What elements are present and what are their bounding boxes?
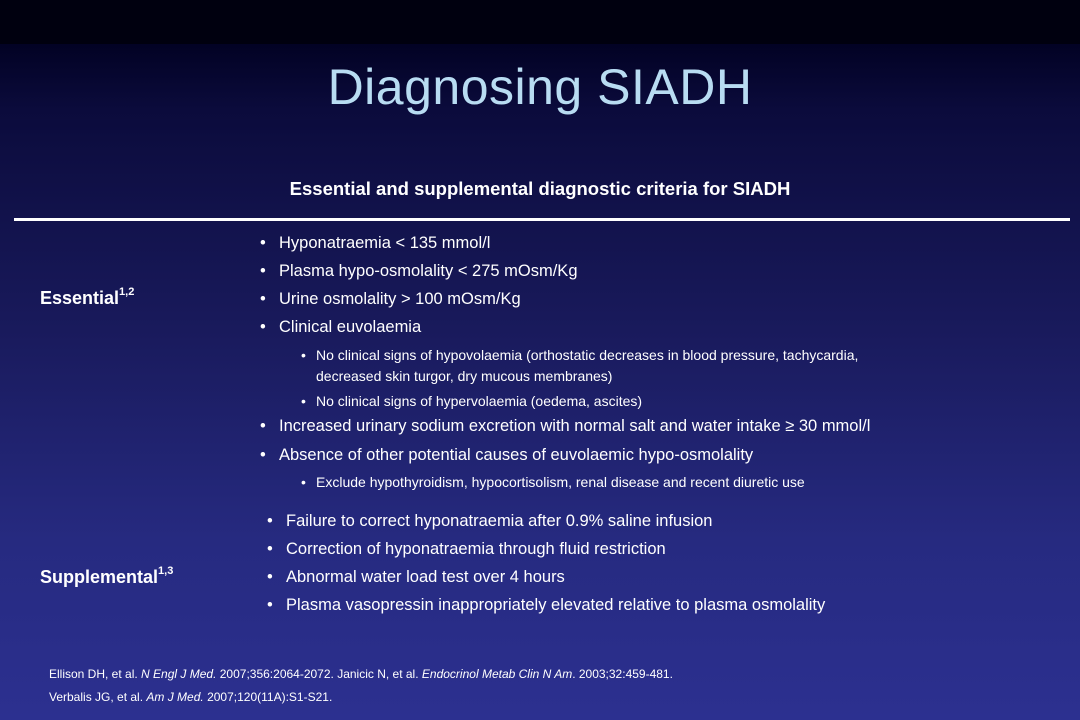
reference-line-2 (49, 690, 332, 704)
ref1-authors: Ellison DH, et al. (49, 667, 142, 681)
criterion-urinary-sodium-excretion: • Increased urinary sodium excretion with normal salt and water intake ≥ 30 mmol/l (279, 417, 870, 436)
criterion-water-load-test: • Abnormal water load test over 4 hours (286, 568, 565, 587)
ref3-details: 2007;120(11A):S1-S21. (203, 690, 333, 704)
criterion-hyponatraemia: • Hyponatraemia < 135 mmol/l (279, 234, 490, 253)
table-heading: Essential and supplemental diagnostic criteria for SIADH (289, 178, 791, 199)
criterion-plasma-hypo-osmolality: • Plasma hypo-osmolality < 275 mOsm/Kg (279, 262, 578, 281)
ref2-details: . 2003;32:459-481. (572, 667, 673, 681)
criterion-failure-saline: • Failure to correct hyponatraemia after 0.9% saline infusion (286, 512, 712, 531)
supplemental-label (40, 567, 173, 588)
top-band (0, 0, 1080, 44)
essential-label-text: Essential (40, 288, 120, 308)
ref1-details: 2007;356:2064-2072. Janicic N, et al. (216, 667, 422, 681)
subcriterion-no-hypovolaemia: • No clinical signs of hypovolaemia (orthostatic decreases in blood pressure, tachycardia, (316, 347, 858, 363)
ref1-journal: N Engl J Med. (141, 667, 217, 681)
supplemental-label-text: Supplemental (40, 567, 159, 587)
criterion-plasma-vasopressin: • Plasma vasopressin inappropriately elevated relative to plasma osmolality (286, 596, 825, 615)
criterion-absence-other-causes: • Absence of other potential causes of euvolaemic hypo-osmolality (279, 446, 753, 465)
ref3-authors: Verbalis JG, et al. (49, 690, 147, 704)
essential-label-sup: 1,2 (119, 286, 135, 298)
subcriterion-no-hypovolaemia-continued: decreased skin turgor, dry mucous membranes) (316, 368, 613, 384)
criterion-fluid-restriction: • Correction of hyponatraemia through fluid restriction (286, 540, 666, 559)
essential-label (40, 288, 134, 309)
slide-title: Diagnosing SIADH (327, 59, 753, 115)
supplemental-label-sup: 1,3 (158, 565, 174, 577)
heading-rule (14, 218, 1070, 221)
criterion-clinical-euvolaemia: • Clinical euvolaemia (279, 318, 421, 337)
ref2-journal: Endocrinol Metab Clin N Am (421, 667, 573, 681)
ref3-journal: Am J Med. (146, 690, 204, 704)
subcriterion-exclude-causes: • Exclude hypothyroidism, hypocortisolism, renal disease and recent diuretic use (316, 474, 805, 490)
subcriterion-no-hypervolaemia: • No clinical signs of hypervolaemia (oedema, ascites) (316, 393, 642, 409)
reference-line-1 (49, 667, 673, 681)
criterion-urine-osmolality: • Urine osmolality > 100 mOsm/Kg (279, 290, 521, 309)
